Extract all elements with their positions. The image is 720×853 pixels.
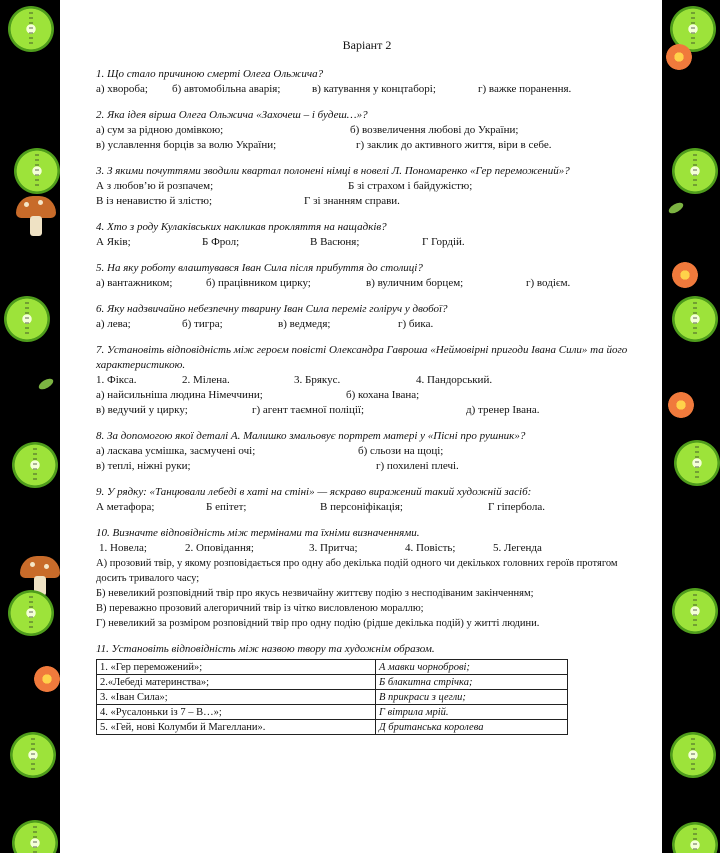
option: а) ласкава усмішка, засмучені очі; bbox=[96, 445, 256, 457]
options-row bbox=[96, 444, 638, 459]
question-4 bbox=[96, 220, 638, 250]
option: в) ведмедя; bbox=[278, 318, 331, 330]
kiwi-slice-icon bbox=[8, 6, 54, 52]
definition: Б) невеликий розповідний твір про якусь незвичайну життєву подію з несподіваним закінченням; bbox=[96, 588, 534, 599]
kiwi-slice-icon bbox=[672, 588, 718, 634]
matching-table bbox=[96, 659, 568, 735]
option: В Васюня; bbox=[310, 236, 360, 248]
kiwi-slice-icon bbox=[670, 732, 716, 778]
options-row bbox=[96, 403, 638, 418]
options-row bbox=[96, 388, 638, 403]
kiwi-slice-icon bbox=[12, 820, 58, 853]
question-7 bbox=[96, 343, 638, 418]
image-cell: А мавки чорноброві; bbox=[376, 660, 568, 675]
options-row bbox=[96, 276, 638, 291]
options-row bbox=[96, 317, 638, 332]
option: г) похилені плечі. bbox=[376, 460, 459, 472]
option: А з любов’ю й розпачем; bbox=[96, 180, 214, 192]
options-row bbox=[96, 138, 638, 153]
option: б) працівником цирку; bbox=[206, 277, 311, 289]
worksheet-page bbox=[60, 0, 662, 853]
kiwi-slice-icon bbox=[672, 296, 718, 342]
term-item: 4. Повість; bbox=[405, 542, 456, 554]
definition: А) прозовий твір, у якому розповідається про одну або декілька подій одного чи декількох головних героїв протягом досить тривалого часу; bbox=[96, 558, 618, 584]
work-title-cell: 1. «Гер переможений»; bbox=[97, 660, 376, 675]
option: а) лева; bbox=[96, 318, 131, 330]
variant-title: Варіант 2 bbox=[342, 38, 392, 52]
option: в) катування у концтаборі; bbox=[312, 83, 436, 95]
question-text: 3. З якими почуттями зводили квартал полонені німці в новелі Л. Пономаренко «Гер переможений»? bbox=[96, 165, 570, 177]
hero-item: 1. Фікса. bbox=[96, 374, 137, 386]
term-item: 5. Легенда bbox=[493, 542, 542, 554]
options-row bbox=[96, 179, 638, 194]
option: Б епітет; bbox=[206, 501, 247, 513]
question-text: 2. Яка ідея вірша Олега Ольжича «Захочеш – і будеш…»? bbox=[96, 109, 368, 121]
leaf-icon bbox=[667, 201, 685, 216]
option: г) заклик до активного життя, віри в себе. bbox=[356, 139, 552, 151]
question-1 bbox=[96, 67, 638, 97]
worksheet-content bbox=[96, 38, 638, 746]
option: В персоніфікація; bbox=[320, 501, 403, 513]
flower-icon bbox=[34, 666, 60, 692]
option: в) ведучий у цирку; bbox=[96, 404, 188, 416]
leaf-icon bbox=[37, 377, 55, 392]
left-decorative-border bbox=[0, 0, 60, 853]
hero-item: 2. Мілена. bbox=[182, 374, 230, 386]
work-title-cell: 5. «Гей, нові Колумби й Магеллани». bbox=[97, 720, 376, 735]
definition: Г) невеликий за розміром розповідний твір про одну подію (рідше декілька подій) у житті людини. bbox=[96, 618, 540, 629]
option: Г зі знанням справи. bbox=[304, 195, 400, 207]
option: а) вантажником; bbox=[96, 277, 173, 289]
option: Б Фрол; bbox=[202, 236, 240, 248]
question-text: 8. За допомогою якої деталі А. Малишко змальовує портрет матері у «Пісні про рушник»? bbox=[96, 430, 526, 442]
table-row bbox=[97, 675, 568, 690]
question-3 bbox=[96, 164, 638, 209]
kiwi-slice-icon bbox=[10, 732, 56, 778]
option: А метафора; bbox=[96, 501, 155, 513]
option: В із ненавистю й злістю; bbox=[96, 195, 213, 207]
work-title-cell: 4. «Русалоньки із 7 – В…»; bbox=[97, 705, 376, 720]
option: г) важке поранення. bbox=[478, 83, 572, 95]
question-10 bbox=[96, 526, 638, 631]
image-cell: Г вітрила мрій. bbox=[376, 705, 568, 720]
flower-icon bbox=[672, 262, 698, 288]
heroes-row bbox=[96, 373, 638, 388]
mushroom-icon bbox=[16, 196, 56, 236]
question-9 bbox=[96, 485, 638, 515]
table-row bbox=[97, 660, 568, 675]
question-5 bbox=[96, 261, 638, 291]
options-row bbox=[96, 500, 638, 515]
term-item: 3. Притча; bbox=[309, 542, 358, 554]
option: а) сум за рідною домівкою; bbox=[96, 124, 224, 136]
option: в) теплі, ніжні руки; bbox=[96, 460, 191, 472]
option: Б зі страхом і байдужістю; bbox=[348, 180, 473, 192]
work-title-cell: 2.«Лебеді материнства»; bbox=[97, 675, 376, 690]
option: г) водієм. bbox=[526, 277, 571, 289]
kiwi-slice-icon bbox=[672, 148, 718, 194]
option: г) бика. bbox=[398, 318, 434, 330]
kiwi-slice-icon bbox=[674, 440, 720, 486]
definition: В) переважно прозовий алегоричний твір із чітко висловленою мораллю; bbox=[96, 603, 424, 614]
option: г) агент таємної поліції; bbox=[252, 404, 365, 416]
question-2 bbox=[96, 108, 638, 153]
question-8 bbox=[96, 429, 638, 474]
flower-icon bbox=[666, 44, 692, 70]
option: б) автомобільна аварія; bbox=[172, 83, 281, 95]
table-row bbox=[97, 720, 568, 735]
term-item: 1. Новела; bbox=[99, 542, 147, 554]
question-text: 6. Яку надзвичайно небезпечну тварину Іван Сила переміг голіруч у двобої? bbox=[96, 303, 448, 315]
question-text: 10. Визначте відповідність між термінами та їхніми визначеннями. bbox=[96, 527, 420, 539]
question-6 bbox=[96, 302, 638, 332]
image-cell: Б блакитна стрічка; bbox=[376, 675, 568, 690]
question-text: 9. У рядку: «Танцювали лебеді в хаті на стіні» — яскраво виражений такий художній засіб: bbox=[96, 486, 532, 498]
kiwi-slice-icon bbox=[12, 442, 58, 488]
hero-item: 3. Брякус. bbox=[294, 374, 341, 386]
kiwi-slice-icon bbox=[672, 822, 718, 853]
work-title-cell: 3. «Іван Сила»; bbox=[97, 690, 376, 705]
flower-icon bbox=[668, 392, 694, 418]
right-decorative-border bbox=[662, 0, 720, 853]
kiwi-slice-icon bbox=[8, 590, 54, 636]
image-cell: Д британська королева bbox=[376, 720, 568, 735]
options-row bbox=[96, 123, 638, 138]
question-11 bbox=[96, 642, 638, 735]
question-text: 5. На яку роботу влаштувався Іван Сила після прибуття до столиці? bbox=[96, 262, 423, 274]
option: А Яків; bbox=[96, 236, 131, 248]
terms-row bbox=[96, 541, 638, 556]
option: д) тренер Івана. bbox=[466, 404, 540, 416]
question-text: 4. Хто з роду Кулаківських накликав прокляття на нащадків? bbox=[96, 221, 387, 233]
option: в) уславлення борців за волю України; bbox=[96, 139, 277, 151]
question-text: 1. Що стало причиною смерті Олега Ольжича? bbox=[96, 68, 324, 80]
option: а) хвороба; bbox=[96, 83, 148, 95]
option: б) тигра; bbox=[182, 318, 223, 330]
hero-item: 4. Пандорський. bbox=[416, 374, 493, 386]
option: в) вуличним борцем; bbox=[366, 277, 464, 289]
options-row bbox=[96, 194, 638, 209]
option: Г Гордій. bbox=[422, 236, 465, 248]
question-text: 7. Установіть відповідність між героєм повісті Олександра Гавроша «Неймовірні пригоди Івана Сили» та його характеристикою. bbox=[96, 344, 628, 371]
term-item: 2. Оповідання; bbox=[185, 542, 254, 554]
kiwi-slice-icon bbox=[14, 148, 60, 194]
options-row bbox=[96, 82, 638, 97]
option: Г гіпербола. bbox=[488, 501, 546, 513]
option: б) возвеличення любові до України; bbox=[350, 124, 519, 136]
option: б) сльози на щоці; bbox=[358, 445, 444, 457]
options-row bbox=[96, 459, 638, 474]
option: б) кохана Івана; bbox=[346, 389, 420, 401]
kiwi-slice-icon bbox=[4, 296, 50, 342]
options-row bbox=[96, 235, 638, 250]
table-row bbox=[97, 705, 568, 720]
question-text: 11. Установіть відповідність між назвою твору та художнім образом. bbox=[96, 643, 435, 655]
image-cell: В прикраси з цегли; bbox=[376, 690, 568, 705]
table-row bbox=[97, 690, 568, 705]
option: а) найсильніша людина Німеччини; bbox=[96, 389, 263, 401]
